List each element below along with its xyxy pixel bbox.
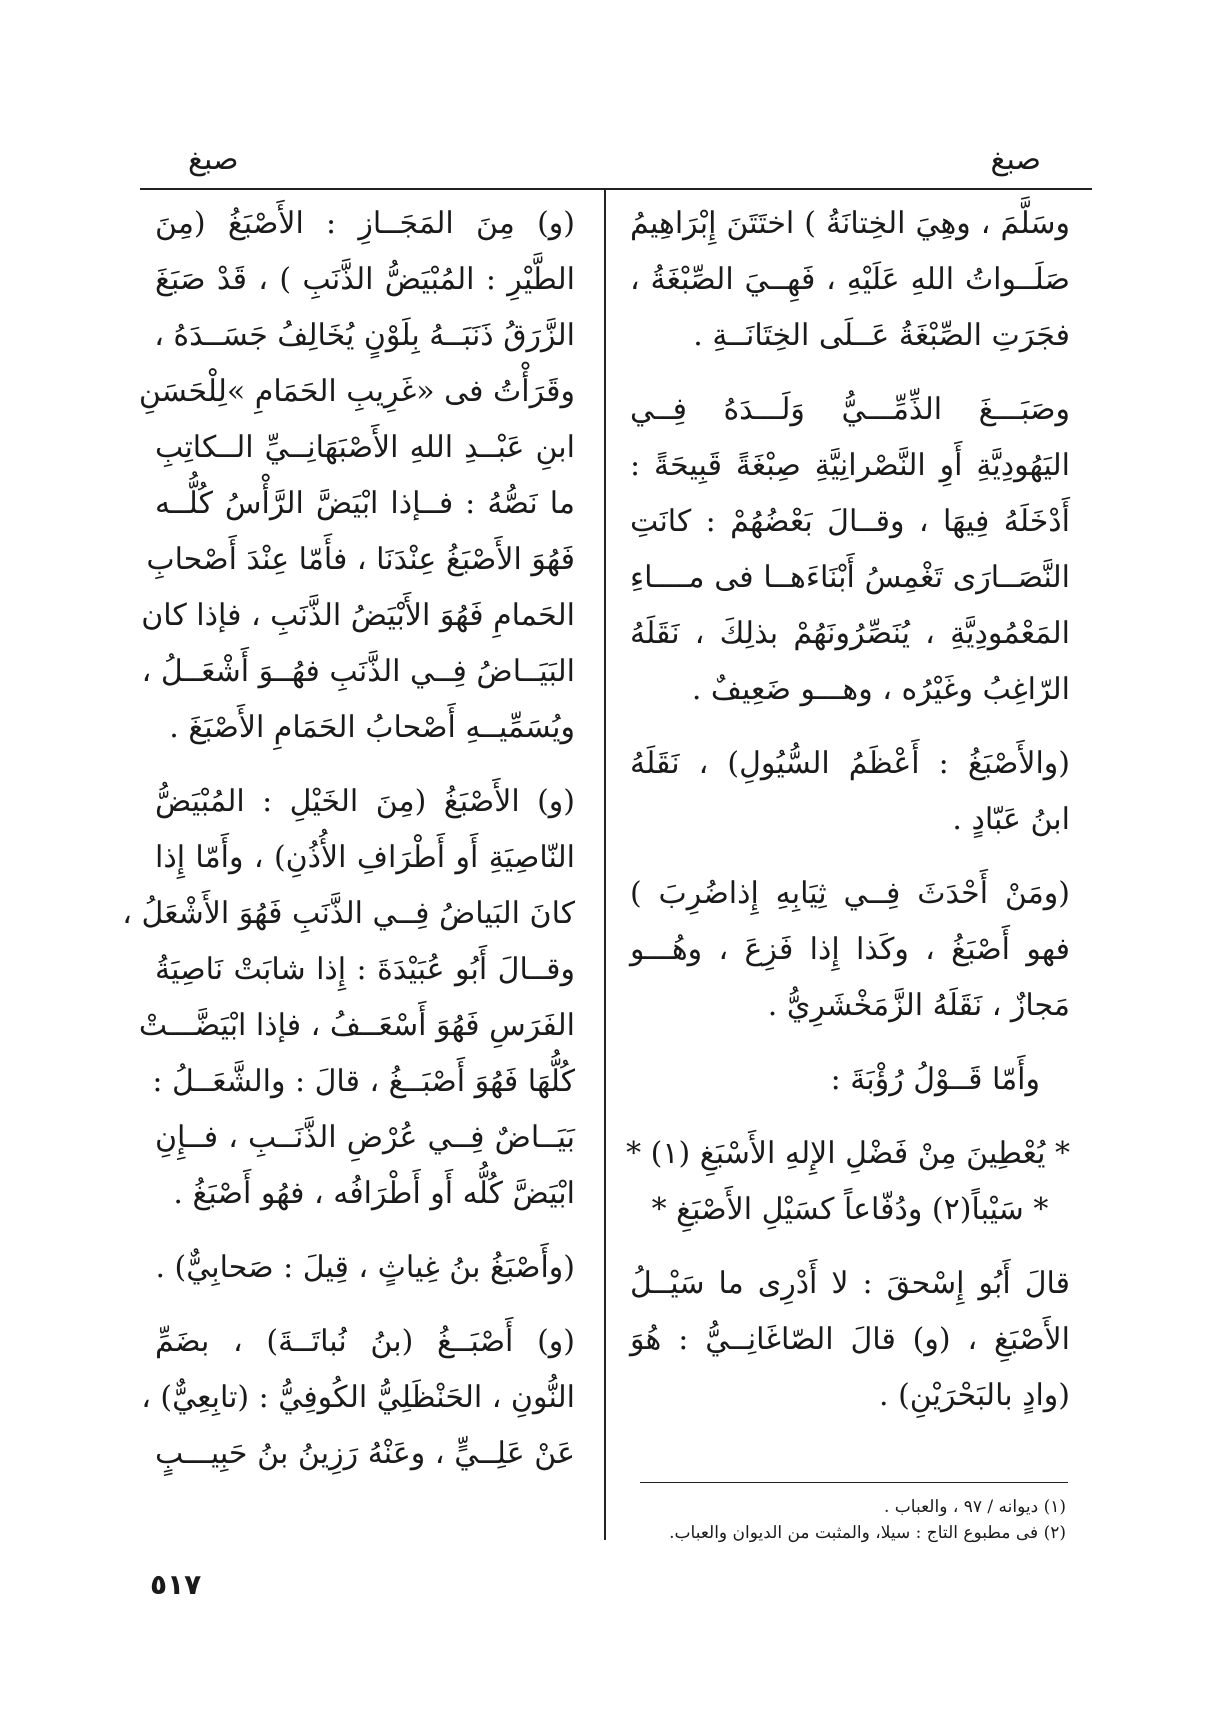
paragraph — [122, 774, 575, 1222]
paragraph — [155, 1240, 575, 1296]
page-number: ٥١٧ — [150, 1568, 202, 1601]
footnote: (١) ديوانه / ٩٧ ، والعباب . — [883, 1497, 1066, 1517]
verse-block — [626, 1126, 1070, 1238]
text-line: (و) مِنَ المَجَــازِ : الأَصْبَغُ (مِنَ — [155, 206, 575, 241]
text-line: قالَ أَبُو إِسْحقَ : لا أَدْرِى ما سَيْــلُ — [630, 1266, 1070, 1301]
text-line: (و) الأَصْبَغُ (مِنَ الخَيْلِ : المُبْيَضُّ — [155, 784, 575, 819]
text-line: النُّونِ ، الحَنْظَلِيُّ الكُوفِيُّ : (تابِعِيٌّ) ، — [141, 1380, 575, 1415]
paragraph — [630, 866, 1070, 1034]
text-line: البَيَــاضُ فِــي الذَّنَبِ فهُــوَ أَشْعَــلُ ، — [141, 654, 575, 689]
text-line: كُلُّهَا فَهُوَ أَصْبَــغُ ، قالَ : والشَّعَــلُ : — [152, 1064, 575, 1099]
paragraph — [630, 196, 1070, 364]
column-divider — [604, 190, 606, 1540]
paragraph — [630, 1256, 1070, 1424]
paragraph — [630, 1052, 1070, 1108]
text-line: (ومَنْ أَحْدَثَ فِــي ثِيَابِهِ إِذاضُرِبَ ) — [630, 876, 1070, 911]
header-rule — [140, 188, 1092, 190]
verse-line: * يُعْطِينَ مِنْ فَضْلِ الإِلهِ الأَسْبَغِ (١) * — [626, 1136, 1070, 1171]
text-line: الطَّيْرِ : المُبْيَضُّ الذَّنَبِ ) ، قَدْ صَبَغَ — [155, 262, 575, 297]
running-head-left: صبغ — [188, 142, 239, 177]
left-column — [122, 196, 575, 1500]
text-line: المَعْمُودِيَّةِ ، يُنَصِّرُونَهُمْ بذلِكَ ، نَقَلَهُ — [630, 616, 1070, 651]
text-line: ما نَصُّهُ : فــإذا ابْيَضَّ الرَّأْسُ كُلُّــه — [155, 486, 575, 521]
footnotes — [636, 1494, 1066, 1546]
text-line: فهو أَصْبَغُ ، وكَذا إِذا فَزِعَ ، وهُـــو — [630, 932, 1070, 967]
right-column — [626, 196, 1070, 1442]
verse-line: * سَيْباً(٢) ودُفّاعاً كسَيْلِ الأَصْبَغِ * — [651, 1192, 1049, 1227]
text-line: بَيَــاضٌ فِــي عُرْضِ الذَّنَــبِ ، فــإِنِ — [155, 1120, 575, 1155]
text-line: (والأَصْبَغُ : أَعْظَمُ السُّيُولِ) ، نَقَلَهُ — [630, 746, 1070, 781]
text-line: الحَمامِ فَهُوَ الأَبْيَضُ الذَّنَبِ ، فإذا كان — [141, 598, 575, 633]
text-line: اليَهُودِيَّةِ أَوِ النَّصْرانِيَّةِ صِبْغَةً قَبِيحَةً : — [630, 448, 1070, 483]
text-line: وسَلَّمَ ، وهِيَ الخِتانَةُ ) اختَتَنَ إِبْرَاهِيمُ — [630, 206, 1070, 241]
text-line: (و) أَصْبَــغُ (بنُ نُباتَــةَ) ، بضَمِّ — [155, 1324, 575, 1359]
text-line: وصَبَـــغَ الذِّمِّـــيُّ وَلَـــدَهُ فِــي — [630, 392, 1070, 427]
running-head-right: صبغ — [990, 142, 1041, 177]
paragraph — [141, 1314, 575, 1482]
text-line: الرّاغِبُ وغَيْرُه ، وهـــو ضَعِيفٌ . — [691, 672, 1070, 707]
paragraph — [630, 736, 1070, 848]
text-line: أَدْخَلَهُ فِيهَا ، وقــالَ بَعْضُهُمْ : كانَتِ — [630, 504, 1070, 539]
text-line: عَنْ عَلِــيٍّ ، وعَنْهُ رَزِينُ بنُ حَبِيـــبٍ — [155, 1436, 575, 1471]
text-line: الفَرَسِ فَهُوَ أَسْعَــفُ ، فإذا ابْيَضَّـــتْ — [138, 1008, 575, 1043]
text-line: النَّصَــارَى تَغْمِسُ أَبْنَاءَهــا فى مــــاءِ — [630, 560, 1070, 595]
text-line: ابنِ عَبْــدِ اللهِ الأَصْبَهَانِــيِّ الــكاتِبِ — [155, 430, 575, 465]
text-line: صَلَــواتُ اللهِ عَلَيْهِ ، فَهِــيَ الصِّبْغَةُ ، — [630, 262, 1070, 297]
text-line: وقــالَ أَبُو عُبَيْدَةَ : إِذا شابَتْ نَاصِيَةُ — [155, 952, 575, 987]
paragraph — [630, 382, 1070, 718]
text-line: (وأَصْبَغُ بنُ غِياثٍ ، قِيلَ : صَحابِيٌّ) . — [155, 1250, 575, 1285]
text-line: كانَ البَياضُ فِــي الذَّنَبِ فَهُوَ الأَشْعَلُ ، — [122, 896, 575, 931]
text-line: ويُسَمِّيــهِ أَصْحابُ الحَمَامِ الأَصْبَغَ . — [169, 710, 575, 745]
footnote: (٢) فى مطبوع التاج : سيلا، والمثبت من الديوان والعباب. — [669, 1523, 1066, 1543]
text-line: فَهُوَ الأَصْبَغُ عِنْدَنَا ، فأَمّا عِنْدَ أَصْحابِ — [146, 542, 575, 577]
text-line: (وادٍ بالبَحْرَيْنِ) . — [879, 1378, 1070, 1413]
text-line: وقَرَأْتُ فى «غَرِيبِ الحَمَامِ »لِلْحَسَنِ — [138, 374, 575, 409]
text-line: الأَصْبَغِ ، (و) قالَ الصّاغَانِــيُّ : هُوَ — [630, 1322, 1070, 1357]
text-line: ابْيَضَّ كُلُّه أَو أَطْرَافُه ، فهُو أَصْبَغُ . — [173, 1176, 575, 1211]
paragraph — [138, 196, 575, 756]
text-line: وأَمّا قَــوْلُ رُؤْبَةَ : — [830, 1062, 1040, 1097]
text-line: ابنُ عَبّادٍ . — [952, 802, 1070, 837]
text-line: فجَرَتِ الصِّبْغَةُ عَــلَى الخِتَانَــةِ . — [693, 318, 1070, 353]
text-line: الزَّرَقُ ذَنَبَــهُ بِلَوْنٍ يُخَالِفُ جَسَــدَهُ ، — [154, 318, 575, 353]
footnote-rule — [640, 1482, 1068, 1483]
text-line: النّاصِيَةِ أَو أَطْرَافِ الأُذُنِ) ، وأَمّا إِذا — [155, 840, 575, 875]
text-line: مَجازٌ ، نَقَلَهُ الزَّمَخْشَرِيُّ . — [767, 988, 1070, 1023]
